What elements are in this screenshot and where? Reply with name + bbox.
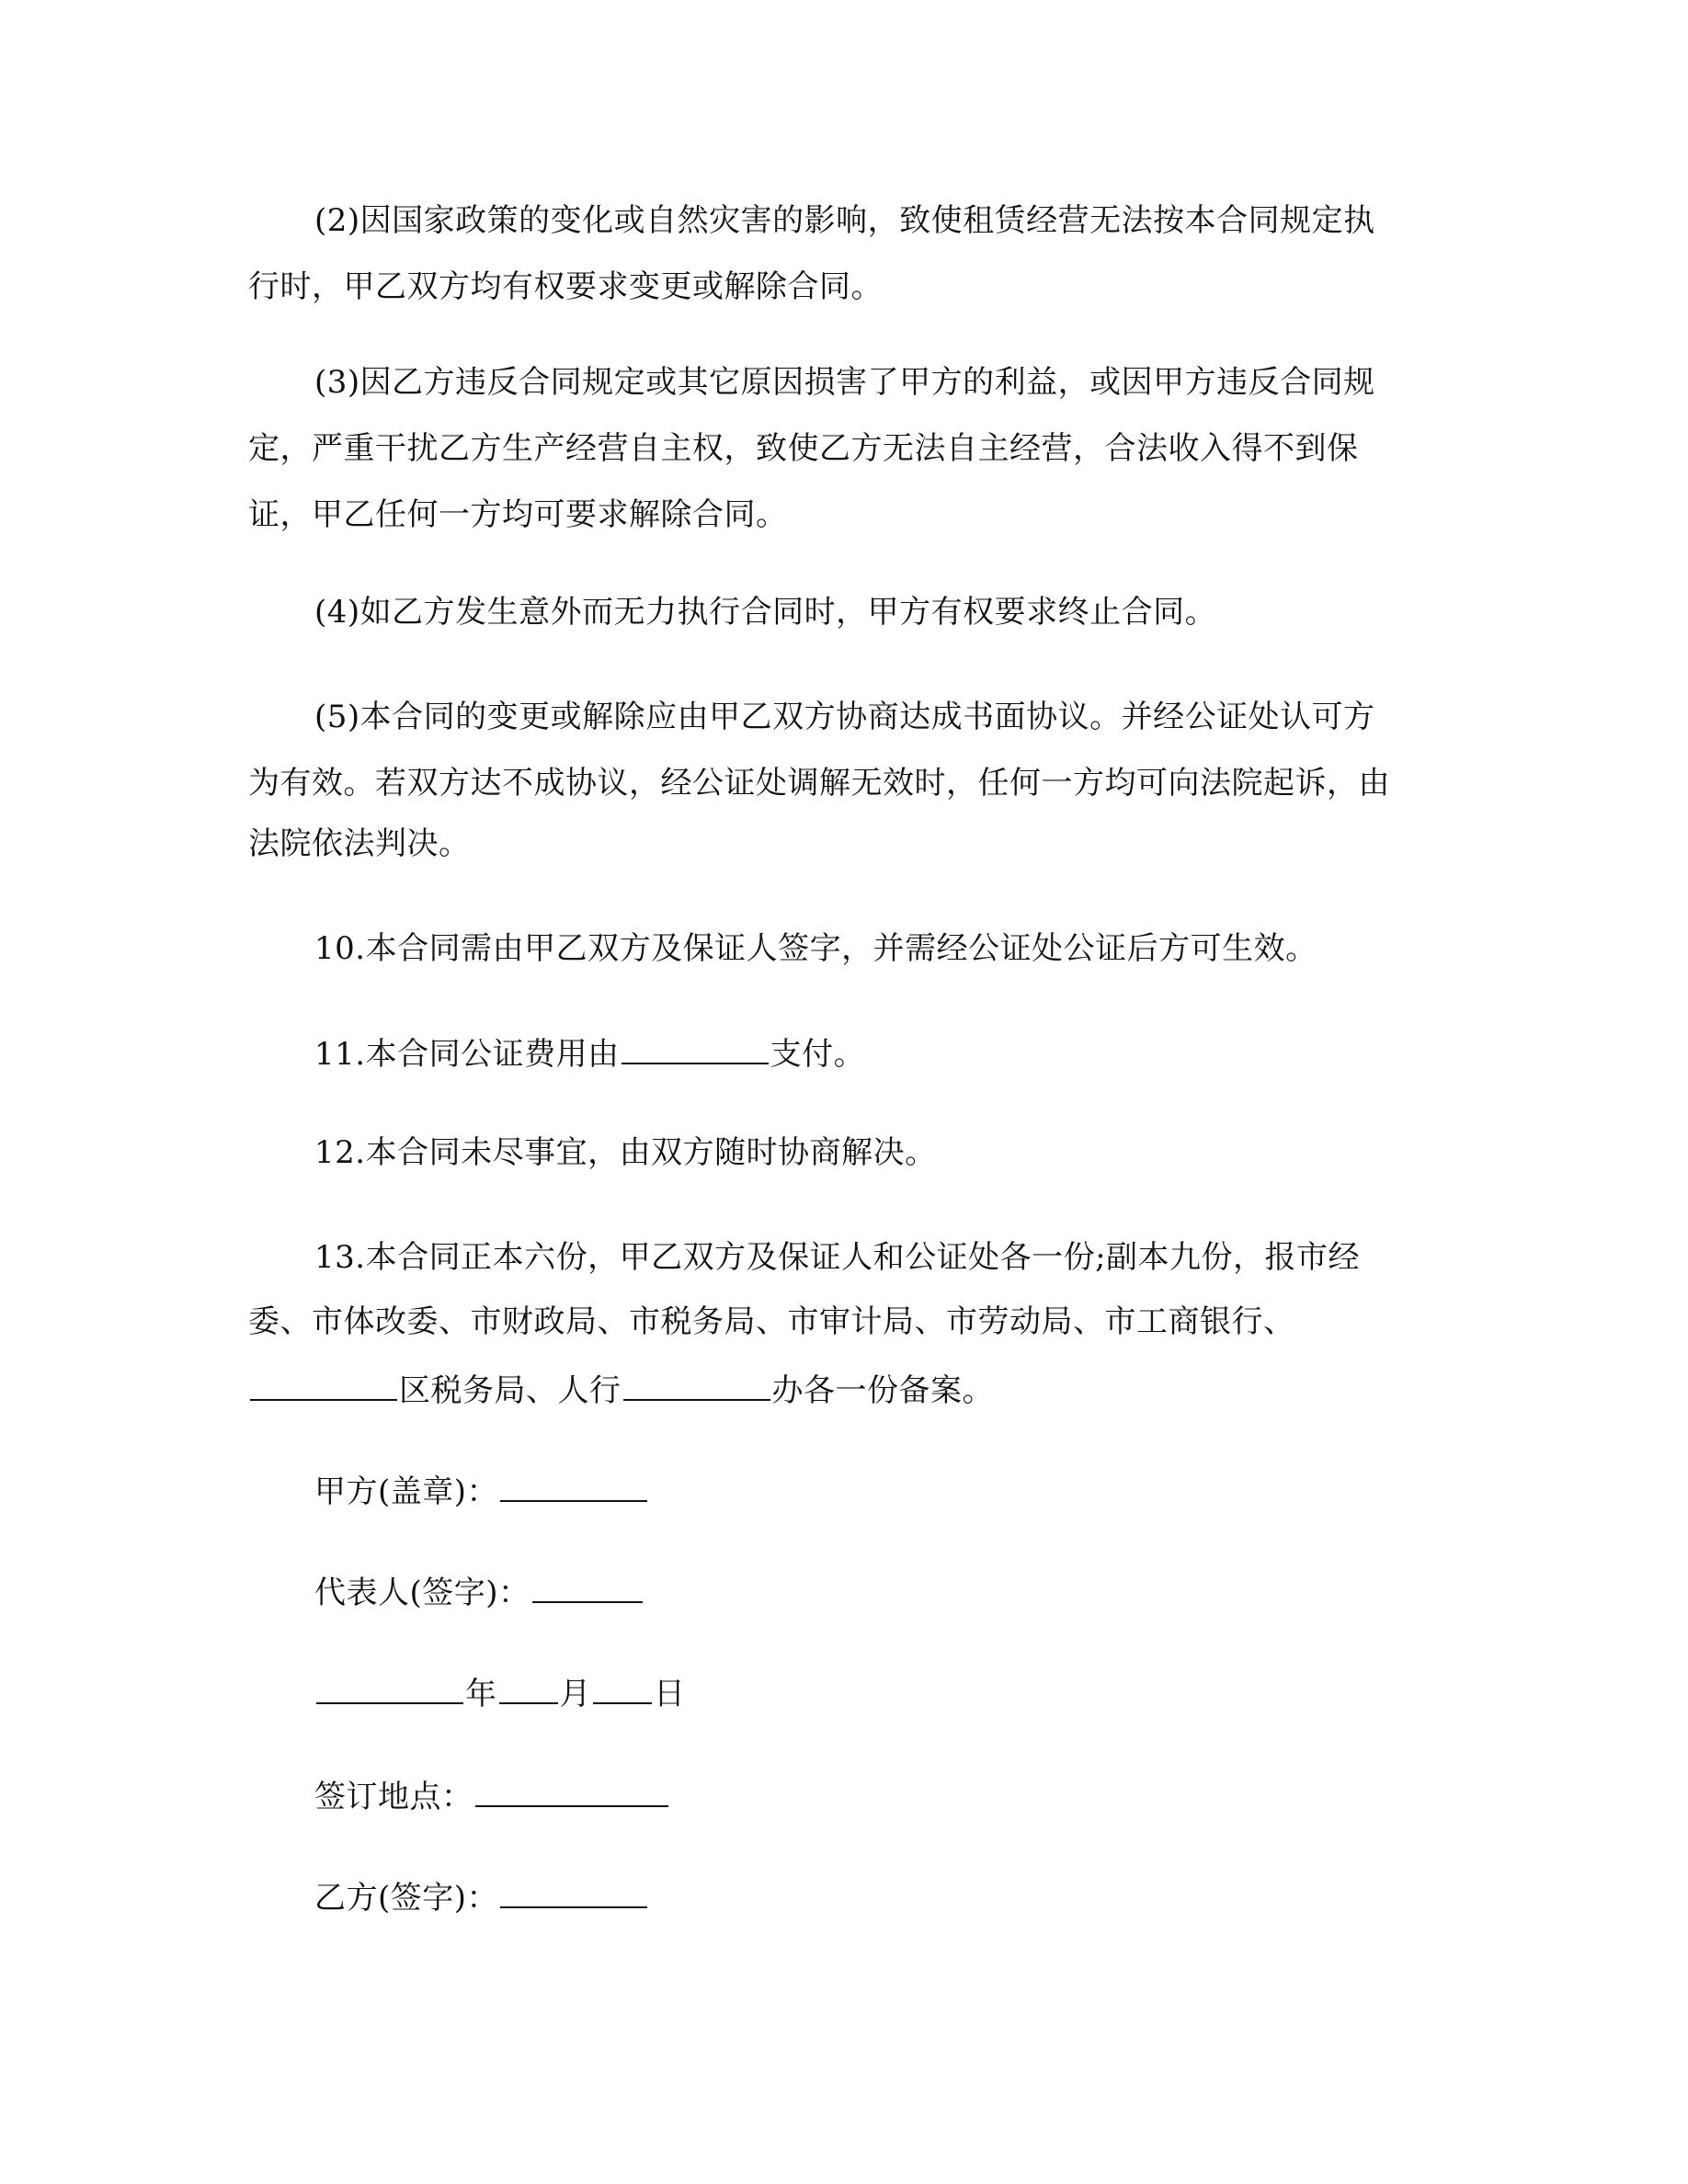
paragraph-5-line-1: (5)本合同的变更或解除应由甲乙双方协商达成书面协议。并经公证处认可方 <box>314 699 1375 735</box>
clause-13-line-2: 委、市体改委、市财政局、市税务局、市审计局、市劳动局、市工商银行、 <box>248 1303 1295 1340</box>
month-label: 月 <box>559 1676 591 1712</box>
paragraph-2-line-1: (2)因国家政策的变化或自然灾害的影响，致使租赁经营无法按本合同规定执 <box>314 202 1375 239</box>
signing-place-label: 签订地点： <box>314 1779 473 1815</box>
month-blank <box>499 1671 558 1704</box>
signing-place-blank <box>475 1774 668 1807</box>
fee-payer-blank <box>622 1031 769 1064</box>
bank-blank <box>623 1368 770 1401</box>
clause-12: 12.本合同未尽事宜，由双方随时协商解决。 <box>314 1134 937 1171</box>
clause-13-line-1: 13.本合同正本六份，甲乙双方及保证人和公证处各一份;副本九份，报市经 <box>314 1239 1361 1276</box>
party-a-blank <box>500 1469 647 1502</box>
day-blank <box>593 1671 652 1704</box>
paragraph-5-line-2: 为有效。若双方达不成协议，经公证处调解无效时，任何一方均可向法院起诉，由 <box>248 765 1390 802</box>
party-b-blank <box>500 1875 647 1908</box>
clause-13-tail: 办各一份备案。 <box>771 1372 994 1409</box>
party-b-label: 乙方(签字)： <box>314 1880 499 1917</box>
clause-10: 10.本合同需由甲乙双方及保证人签字，并需经公证处公证后方可生效。 <box>314 930 1317 967</box>
party-a-signature <box>314 1469 649 1512</box>
paragraph-5-line-3: 法院依法判决。 <box>248 825 471 862</box>
signing-place <box>314 1774 670 1817</box>
paragraph-3-line-3: 证，甲乙任何一方均可要求解除合同。 <box>248 496 788 533</box>
clause-13-tax-bureau: 区税务局、人行 <box>399 1372 622 1409</box>
representative-blank <box>532 1570 643 1603</box>
date-line <box>314 1671 686 1714</box>
paragraph-4-line-1: (4)如乙方发生意外而无力执行合同时，甲方有权要求终止合同。 <box>314 594 1217 631</box>
year-label: 年 <box>465 1676 497 1712</box>
district-blank <box>250 1368 397 1401</box>
paragraph-2-line-2: 行时，甲乙双方均有权要求变更或解除合同。 <box>248 268 883 305</box>
clause-11 <box>314 1031 865 1075</box>
paragraph-3-line-2: 定，严重干扰乙方生产经营自主权，致使乙方无法自主经营，合法收入得不到保 <box>248 430 1359 467</box>
representative-label: 代表人(签字)： <box>314 1575 530 1611</box>
clause-11-suffix: 支付。 <box>770 1036 866 1073</box>
representative-signature <box>314 1570 644 1613</box>
day-label: 日 <box>654 1676 686 1712</box>
year-blank <box>316 1671 463 1704</box>
paragraph-3-line-1: (3)因乙方违反合同规定或其它原因损害了甲方的利益，或因甲方违反合同规 <box>314 364 1375 401</box>
clause-11-text: 11.本合同公证费用由 <box>314 1036 620 1073</box>
party-a-label: 甲方(盖章)： <box>314 1473 499 1510</box>
clause-13-line-3 <box>248 1368 994 1411</box>
party-b-signature <box>314 1875 649 1918</box>
